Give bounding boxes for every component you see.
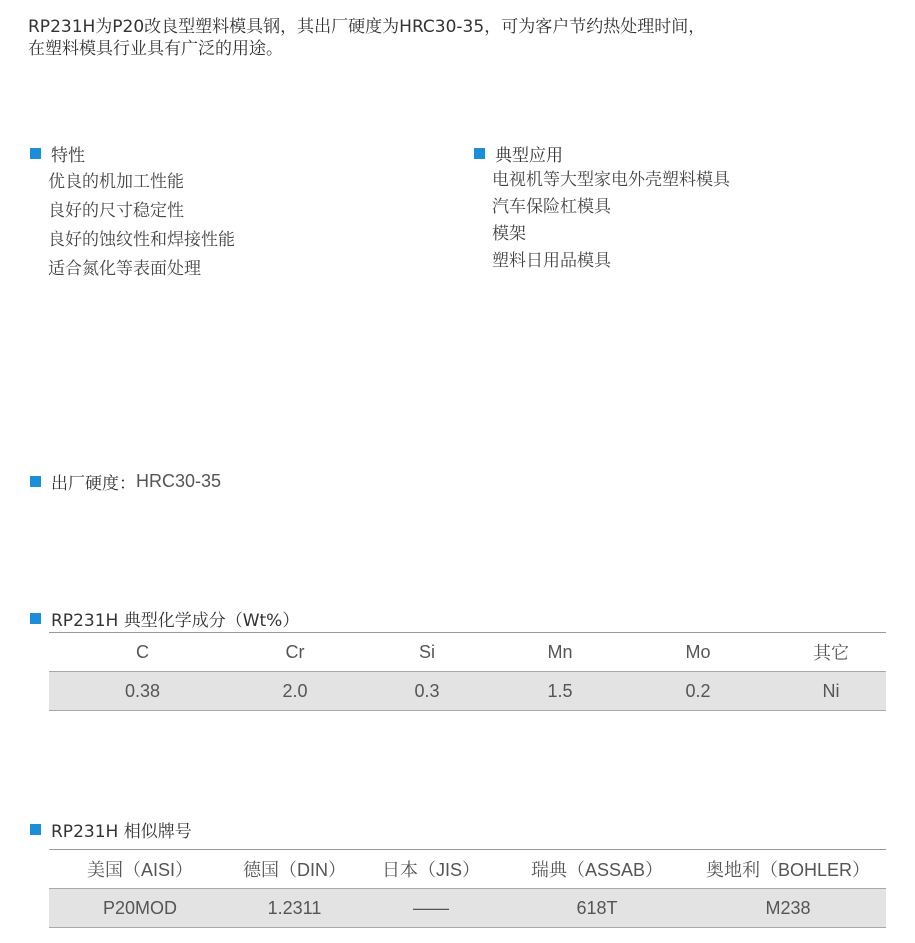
composition-title: RP231H 典型化学成分（Wt%） xyxy=(51,611,300,631)
equivalents-title: RP231H 相似牌号 xyxy=(51,822,192,842)
list-item: 电视机等大型家电外壳塑料模具 xyxy=(492,170,730,190)
table-cell: 1.2311 xyxy=(231,889,358,928)
composition-table xyxy=(49,632,886,711)
table-row xyxy=(49,672,886,711)
list-item: 良好的蚀纹性和焊接性能 xyxy=(48,230,235,250)
hardness-label: 出厂硬度： xyxy=(51,474,136,494)
table-cell: P20MOD xyxy=(49,889,231,928)
table-row xyxy=(49,889,886,928)
applications-list xyxy=(492,167,730,275)
bullet-square-icon xyxy=(30,824,41,835)
equivalents-heading xyxy=(30,817,192,842)
table-cell: —— xyxy=(358,889,504,928)
bullet-square-icon xyxy=(30,148,41,159)
intro-text xyxy=(28,16,898,60)
applications-heading xyxy=(474,141,563,166)
composition-heading xyxy=(30,606,299,631)
list-item: 汽车保险杠模具 xyxy=(492,197,611,217)
table-header-row xyxy=(49,850,886,889)
list-item: 良好的尺寸稳定性 xyxy=(48,201,184,221)
table-cell: 0.38 xyxy=(49,672,236,711)
hardness-heading xyxy=(30,469,221,494)
list-item: 模架 xyxy=(492,224,526,244)
table-cell: 0.3 xyxy=(354,672,500,711)
table-header-cell: Cr xyxy=(236,633,354,672)
table-cell: 0.2 xyxy=(620,672,776,711)
table-cell: 618T xyxy=(504,889,690,928)
table-header-cell: Mn xyxy=(500,633,620,672)
table-header-row xyxy=(49,633,886,672)
bullet-square-icon xyxy=(474,148,485,159)
equivalents-table xyxy=(49,849,886,928)
table-header-cell: Si xyxy=(354,633,500,672)
table-header-cell: Mo xyxy=(620,633,776,672)
list-item: 优良的机加工性能 xyxy=(48,172,184,192)
table-header-cell: 德国（DIN） xyxy=(231,850,358,889)
table-header-cell: 美国（AISI） xyxy=(49,850,231,889)
intro-line-1: RP231H为P20改良型塑料模具钢，其出厂硬度为HRC30-35，可为客户节约热处理时间， xyxy=(28,17,706,37)
table-cell: M238 xyxy=(690,889,886,928)
table-header-cell: 瑞典（ASSAB） xyxy=(504,850,690,889)
list-item: 塑料日用品模具 xyxy=(492,251,611,271)
table-header-cell: C xyxy=(49,633,236,672)
properties-list xyxy=(48,168,235,284)
properties-heading xyxy=(30,141,85,166)
table-header-cell: 奥地利（BOHLER） xyxy=(690,850,886,889)
table-header-cell: 日本（JIS） xyxy=(358,850,504,889)
hardness-value: HRC30-35 xyxy=(136,471,222,491)
table-cell: 2.0 xyxy=(236,672,354,711)
applications-title: 典型应用 xyxy=(495,146,563,166)
intro-line-2: 在塑料模具行业具有广泛的用途。 xyxy=(28,39,283,59)
bullet-square-icon xyxy=(30,613,41,624)
table-cell: 1.5 xyxy=(500,672,620,711)
table-header-cell: 其它 xyxy=(776,633,886,672)
bullet-square-icon xyxy=(30,476,41,487)
table-cell: Ni xyxy=(776,672,886,711)
list-item: 适合氮化等表面处理 xyxy=(48,259,201,279)
properties-title: 特性 xyxy=(51,146,85,166)
